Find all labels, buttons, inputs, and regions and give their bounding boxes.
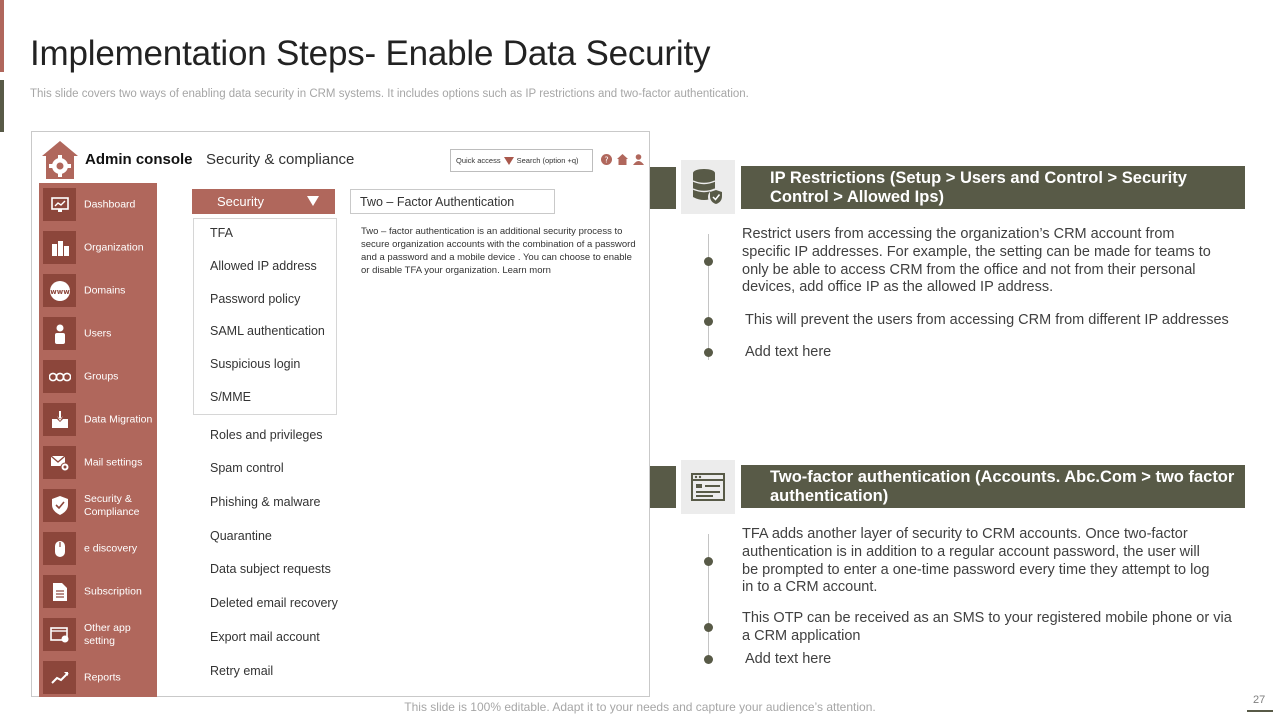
svg-text:www: www	[49, 287, 70, 296]
tfa-description: Two – factor authentication is an additional security process to secure organization accounts with the combination of a password and a password and a mobile device . You can choose to enable or disable TFA your organization. Learn morn	[361, 226, 636, 276]
section-2-point-1: TFA adds another layer of security to CRM accounts. Once two-factor authentication is in addition to a regular account password, the user will be prompted to enter a one-time password every time they attempt to log in to a CRM account.	[742, 526, 1210, 596]
menu-item-spam-control[interactable]: Spam control	[210, 461, 284, 475]
sidebar-item-organization[interactable]	[39, 226, 157, 269]
slide-subtitle: This slide covers two ways of enabling data security in CRM systems. It includes options such as IP restrictions and two-factor authentication.	[30, 88, 749, 100]
section-2-point-3: Add text here	[745, 651, 832, 667]
bullet-dot	[704, 317, 713, 326]
sidebar-item-dashboard[interactable]	[39, 183, 157, 226]
submenu-item-password-policy[interactable]: Password policy	[210, 292, 301, 306]
user-icon	[43, 317, 76, 350]
accent-bar-top	[0, 0, 4, 72]
home-gear-icon	[41, 140, 79, 180]
chart-icon	[43, 661, 76, 694]
sidebar-item-e-discovery[interactable]	[39, 527, 157, 570]
sidebar-item-security-compliance[interactable]	[39, 484, 157, 527]
app-settings-icon	[43, 618, 76, 651]
dashboard-icon	[43, 188, 76, 221]
menu-item-export-mail-account[interactable]: Export mail account	[210, 630, 320, 644]
sidebar-item-groups[interactable]	[39, 355, 157, 398]
user-profile-icon[interactable]	[633, 154, 644, 165]
section-2-point-2: This OTP can be received as an SMS to your registered mobile phone or via a CRM application	[742, 610, 1232, 644]
groups-icon	[43, 360, 76, 393]
section-2-timeline	[708, 534, 709, 664]
menu-item-data-subject-requests[interactable]: Data subject requests	[210, 562, 331, 576]
section-1-heading: IP Restrictions (Setup > Users and Control > Security Control > Allowed Ips)	[741, 166, 1245, 209]
bullet-dot	[704, 623, 713, 632]
sidebar-item-label: e discovery	[84, 542, 138, 554]
section-1-icon-box	[681, 160, 735, 214]
sidebar-item-reports[interactable]	[39, 656, 157, 699]
sidebar-item-users[interactable]	[39, 312, 157, 355]
sidebar-item-subscription[interactable]	[39, 570, 157, 613]
caret-down-icon[interactable]	[504, 157, 514, 165]
console-title: Admin console	[85, 151, 193, 168]
sidebar	[39, 183, 157, 697]
sidebar-item-label: Users	[84, 327, 112, 339]
sidebar-item-label: Mail settings	[84, 456, 143, 468]
section-2-connector	[650, 466, 676, 508]
mail-settings-icon	[43, 446, 76, 479]
section-1-timeline	[708, 234, 709, 360]
section-2-icon-box	[681, 460, 735, 514]
sidebar-item-domains[interactable]	[39, 269, 157, 312]
sidebar-item-label: Reports	[84, 671, 121, 683]
menu-item-quarantine[interactable]: Quarantine	[210, 529, 272, 543]
document-icon	[43, 575, 76, 608]
console-subtitle: Security & compliance	[206, 151, 355, 168]
security-submenu	[193, 218, 337, 415]
menu-item-roles[interactable]: Roles and privileges	[210, 428, 323, 442]
security-dropdown[interactable]	[192, 189, 335, 214]
menu-item-deleted-email-recovery[interactable]: Deleted email recovery	[210, 596, 338, 610]
slide-footer: This slide is 100% editable. Adapt it to your needs and capture your audience’s attention.	[404, 700, 876, 714]
section-1-point-1: Restrict users from accessing the organization’s CRM account from specific IP addresses. For example, the setting can be made for teams to only be able to access CRM from the office and not from their personal devices, add office IP as the allowed IP address.	[742, 226, 1211, 296]
menu-item-phishing[interactable]: Phishing & malware	[210, 495, 321, 509]
shield-icon	[43, 489, 76, 522]
sidebar-item-label: Data Migration	[84, 413, 153, 425]
browser-card-icon	[691, 473, 725, 501]
section-2-heading: Two-factor authentication (Accounts. Abc.Com > two factor authentication)	[741, 465, 1245, 508]
admin-console-panel	[31, 131, 650, 697]
sidebar-item-label: Other app setting	[84, 621, 131, 647]
submenu-item-saml[interactable]: SAML authentication	[210, 324, 325, 338]
caret-down-icon[interactable]	[307, 196, 319, 206]
security-dropdown-label[interactable]: Security	[217, 194, 264, 209]
sidebar-item-label: Subscription	[84, 585, 142, 597]
section-1-connector	[650, 167, 676, 209]
tfa-heading-box: Two – Factor Authentication	[350, 189, 555, 214]
sidebar-item-label: Domains	[84, 284, 126, 296]
quick-access-label[interactable]: Quick access	[456, 156, 501, 165]
section-1-point-2: This will prevent the users from accessing CRM from different IP addresses	[745, 312, 1229, 328]
accent-bar-mid	[0, 80, 4, 132]
help-icon[interactable]	[601, 154, 612, 165]
mouse-icon	[43, 532, 76, 565]
bullet-dot	[704, 348, 713, 357]
svg-text:?: ?	[604, 155, 609, 165]
sidebar-item-label: Security & Compliance	[84, 492, 140, 518]
submenu-item-suspicious-login[interactable]: Suspicious login	[210, 357, 301, 371]
menu-item-retry-email[interactable]: Retry email	[210, 664, 274, 678]
organization-icon	[43, 231, 76, 264]
sidebar-item-label: Organization	[84, 241, 144, 253]
sidebar-item-label: Dashboard	[84, 198, 136, 210]
submenu-item-tfa[interactable]: TFA	[210, 226, 233, 240]
page-number: 27	[1253, 694, 1266, 706]
search-input[interactable]: Search (option +q)	[516, 156, 579, 165]
sidebar-item-mail-settings[interactable]	[39, 441, 157, 484]
quick-access-search[interactable]	[450, 149, 593, 172]
migration-icon	[43, 403, 76, 436]
database-shield-icon	[691, 167, 725, 207]
bullet-dot	[704, 655, 713, 664]
page-number-underline	[1247, 710, 1273, 712]
slide-title: Implementation Steps- Enable Data Security	[30, 34, 711, 73]
bullet-dot	[704, 557, 713, 566]
sidebar-item-label: Groups	[84, 370, 119, 382]
sidebar-item-other-app-setting[interactable]	[39, 613, 157, 656]
bullet-dot	[704, 257, 713, 266]
section-1-point-3: Add text here	[745, 344, 832, 360]
home-icon[interactable]	[617, 154, 628, 165]
submenu-item-allowed-ip[interactable]: Allowed IP address	[210, 259, 317, 273]
sidebar-item-data-migration[interactable]	[39, 398, 157, 441]
submenu-item-smme[interactable]: S/MME	[210, 390, 251, 404]
www-icon	[43, 274, 76, 307]
